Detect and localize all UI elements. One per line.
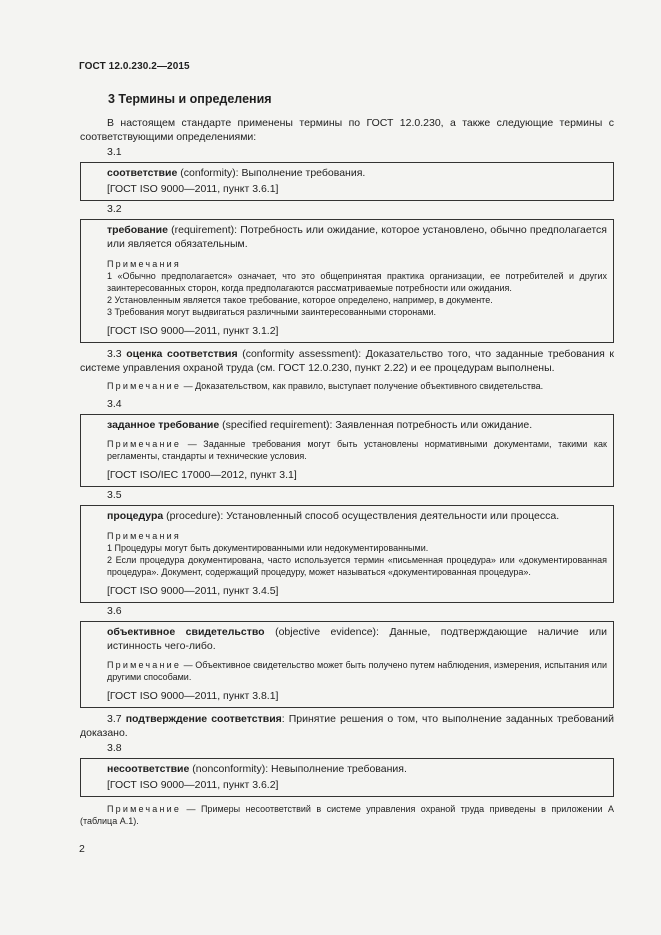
term-text: (nonconformity): Невыполнение требования. <box>192 763 407 775</box>
term-definition <box>107 625 607 653</box>
note-text: — Объективное свидетельство может быть получено путем наблюдения, измерения, испытания или другими способами. <box>107 660 607 682</box>
term-reference: [ГОСТ ISO 9000—2011, пункт 3.6.1] <box>107 183 279 195</box>
note-label: Примечания <box>107 531 181 541</box>
term-definition <box>107 223 607 251</box>
term-definition-3-7 <box>80 712 614 740</box>
term-text: (conformity): Выполнение требования. <box>180 167 366 179</box>
note-text: — Доказательством, как правило, выступает получение объективного свидетельства. <box>183 381 544 391</box>
term-name: оценка соответствия <box>126 348 238 360</box>
note-item: 2 Если процедура документирована, часто используется термин «письменная процедура» или «документированная процедура». Документ, содержащий процедуру, может называться «документированная процедура». <box>107 555 607 577</box>
note-text: — Заданные требования могут быть установлены нормативными документами, такими как регламенты, стандарты и технические условия. <box>107 439 607 461</box>
note-label: Примечания <box>107 259 181 269</box>
term-name: процедура <box>107 510 164 522</box>
term-box-3-6 <box>80 621 614 708</box>
term-note <box>80 380 614 392</box>
term-number: 3.5 <box>107 489 122 501</box>
note-label: Примечание <box>107 660 182 670</box>
term-reference: [ГОСТ ISO 9000—2011, пункт 3.4.5] <box>107 585 279 597</box>
note-item: 2 Установленным является такое требование, которое определено, например, в документе. <box>107 295 493 305</box>
term-number: 3.7 <box>107 713 122 725</box>
term-box-3-8 <box>80 758 614 797</box>
term-definition <box>107 418 607 432</box>
term-note <box>107 438 607 462</box>
note-label: Примечание <box>107 439 182 449</box>
term-box-3-1 <box>80 162 614 201</box>
term-box-3-4 <box>80 414 614 487</box>
term-name: несоответствие <box>107 763 190 775</box>
page-number: 2 <box>79 843 85 855</box>
term-number: 3.4 <box>107 398 122 410</box>
term-text: (objective evidence): Данные, подтверждающие наличие или истинность чего-либо. <box>107 626 608 652</box>
term-box-3-2 <box>80 219 614 343</box>
term-name: требование <box>107 224 168 236</box>
section-title: 3 Термины и определения <box>108 92 272 106</box>
term-reference: [ГОСТ ISO/IEC 17000—2012, пункт 3.1] <box>107 469 297 481</box>
note-text: — Примеры несоответствий в системе управления охраной труда приведены в приложении А (таблица А.1). <box>80 804 614 826</box>
term-number: 3.6 <box>107 605 122 617</box>
term-definition <box>107 762 607 776</box>
term-name: соответствие <box>107 167 178 179</box>
term-definition-3-3 <box>80 347 614 375</box>
document-header: ГОСТ 12.0.230.2—2015 <box>79 61 190 72</box>
term-text: (requirement): Потребность или ожидание, которое установлено, обычно предполагается или является обязательным. <box>107 224 607 250</box>
term-note <box>80 803 614 827</box>
term-definition <box>107 509 607 523</box>
term-number: 3.3 <box>107 348 122 360</box>
section-body <box>80 116 614 827</box>
term-text: : Принятие решения о том, что выполнение заданных требований доказано. <box>80 713 615 739</box>
term-text: (specified requirement): Заявленная потребность или ожидание. <box>222 419 533 431</box>
note-label: Примечание <box>107 381 182 391</box>
note-item: 1 Процедуры могут быть документированными или недокументированными. <box>107 543 429 553</box>
term-number: 3.2 <box>107 203 122 215</box>
term-reference: [ГОСТ ISO 9000—2011, пункт 3.6.2] <box>107 779 279 791</box>
term-name: объективное свидетельство <box>107 626 265 638</box>
term-name: заданное требование <box>107 419 220 431</box>
term-number: 3.8 <box>107 742 122 754</box>
term-name: подтверждение соответствия <box>125 713 282 725</box>
term-box-3-5 <box>80 505 614 603</box>
note-label: Примечание <box>107 804 182 814</box>
term-text: (procedure): Установленный способ осуществления деятельности или процесса. <box>166 510 560 522</box>
term-text: (conformity assessment): Доказательство того, что заданные требования к системе управления охраной труда (см. ГОСТ 12.0.230, пункт 2.22) и ее процедурам выполнены. <box>80 348 615 374</box>
term-reference: [ГОСТ ISO 9000—2011, пункт 3.8.1] <box>107 690 279 702</box>
term-number: 3.1 <box>107 146 122 158</box>
term-definition <box>107 166 607 180</box>
term-reference: [ГОСТ ISO 9000—2011, пункт 3.1.2] <box>107 325 279 337</box>
note-item: 1 «Обычно предполагается» означает, что это общепринятая практика организации, ее потребителей и других заинтересованных сторон, когда предполагаются рассматриваемые потребности или ожидания. <box>107 271 607 293</box>
term-note <box>107 659 607 683</box>
note-item: 3 Требования могут выдвигаться различными заинтересованными сторонами. <box>107 307 436 317</box>
intro-paragraph: В настоящем стандарте применены термины по ГОСТ 12.0.230, а также следующие термины с соответствующими определениями: <box>80 117 614 143</box>
